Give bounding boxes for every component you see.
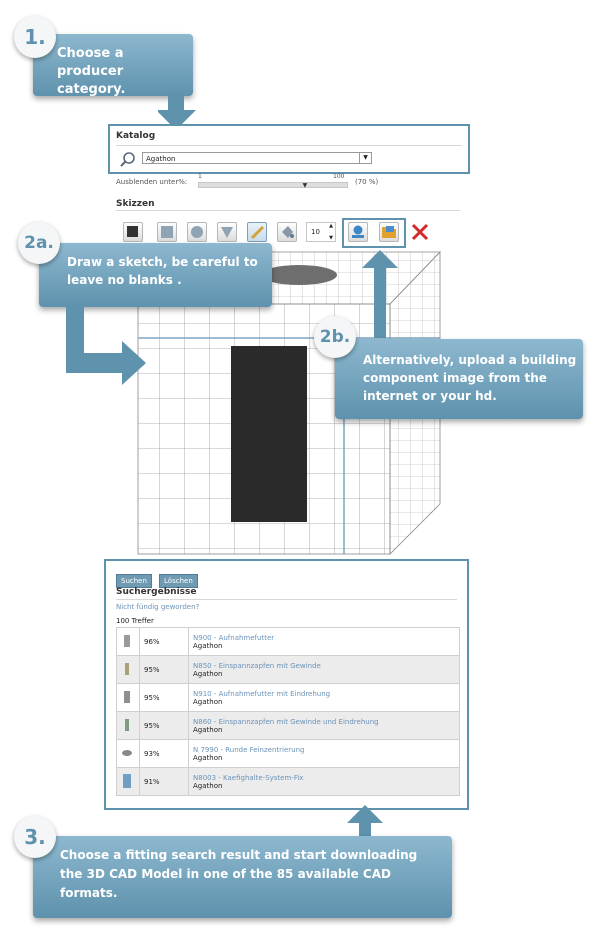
not-found-link[interactable]: Nicht fündig geworden? [116, 603, 200, 611]
sketch-rectangle [231, 346, 307, 522]
result-maker: Agathon [193, 697, 223, 706]
color-picker-icon [127, 226, 138, 237]
table-row[interactable] [117, 628, 460, 656]
match-percent: 95% [140, 656, 189, 684]
part-thumbnail-icon [121, 745, 133, 761]
sketches-label: Skizzen [116, 199, 155, 209]
result-title[interactable]: N 7990 - Runde Feinzentrierung [193, 745, 305, 754]
pencil-tool-button[interactable] [247, 222, 267, 242]
table-row[interactable] [117, 684, 460, 712]
part-thumbnail-icon [121, 661, 133, 677]
webcam-upload-icon [349, 223, 367, 241]
step-2a-arrow [62, 305, 152, 385]
result-maker: Agathon [193, 725, 223, 734]
sketch-ellipse [261, 265, 337, 285]
hide-max: 100 [333, 173, 345, 180]
step-2a-text: Draw a sketch, be careful to leave no blanks . [67, 255, 258, 287]
folder-upload-button[interactable] [379, 222, 399, 242]
results-title: Suchergebnisse [116, 587, 197, 597]
step-3-text: Choose a fitting search result and start downloading the 3D CAD Model in one of the 85 available CAD formats. [60, 848, 418, 900]
step-2b-text: Alternatively, upload a building component image from the internet or your hd. [363, 353, 577, 403]
result-maker: Agathon [193, 669, 223, 678]
catalog-label: Katalog [116, 131, 156, 141]
match-percent: 95% [140, 712, 189, 740]
catalog-panel [108, 124, 470, 174]
match-percent: 95% [140, 684, 189, 712]
step-1-badge: 1. [14, 16, 56, 58]
step-2b-callout [335, 339, 583, 419]
brush-size-value: 10 [311, 228, 320, 236]
result-title[interactable]: N900 - Aufnahmefutter [193, 633, 275, 642]
catalog-select[interactable] [142, 152, 372, 164]
step-2a-badge: 2a. [18, 222, 60, 264]
fill-tool-button[interactable] [277, 222, 297, 242]
search-icon [120, 151, 136, 167]
webcam-upload-button[interactable] [348, 222, 368, 242]
table-row[interactable] [117, 712, 460, 740]
square-tool-button[interactable] [157, 222, 177, 242]
fill-icon [278, 223, 296, 241]
clear-sketch-button[interactable] [410, 222, 430, 242]
hide-slider[interactable] [198, 182, 348, 188]
results-table [116, 627, 460, 796]
result-title[interactable]: N910 - Aufnahmefutter mit Eindrehung [193, 689, 331, 698]
result-title[interactable]: N8003 - Kaefighalte-System-Fix [193, 773, 304, 782]
result-maker: Agathon [193, 753, 223, 762]
part-thumbnail-icon [121, 773, 133, 789]
stepper-up-icon[interactable]: ▲ [329, 223, 333, 229]
folder-upload-icon [380, 223, 398, 241]
pencil-icon [248, 223, 266, 241]
catalog-selected-value: Agathon [146, 155, 176, 163]
brush-size-stepper[interactable] [306, 222, 336, 242]
hide-label: Ausblenden unter%: [116, 178, 188, 186]
hide-value: (70 %) [355, 178, 379, 186]
result-title[interactable]: N850 - Einspannzapfen mit Gewinde [193, 661, 321, 670]
chevron-down-icon[interactable]: ▼ [359, 153, 371, 163]
table-row[interactable] [117, 656, 460, 684]
match-percent: 93% [140, 740, 189, 768]
clear-button[interactable]: Löschen [159, 574, 198, 588]
step-2b-badge: 2b. [314, 316, 356, 358]
step-3-callout [33, 836, 452, 918]
color-tool-button[interactable] [123, 222, 143, 242]
result-maker: Agathon [193, 641, 223, 650]
step-1-text: Choose a producer category. [57, 46, 126, 97]
step-2a-callout [39, 243, 272, 307]
results-panel [104, 559, 469, 810]
circle-tool-icon [191, 226, 203, 238]
match-percent: 91% [140, 768, 189, 796]
part-thumbnail-icon [121, 689, 133, 705]
hits-count: 100 Treffer [116, 617, 154, 625]
step-2b-arrow [360, 250, 400, 340]
search-button[interactable]: Suchen [116, 574, 152, 588]
stepper-down-icon[interactable]: ▼ [329, 235, 333, 241]
step-3-arrow [345, 805, 385, 837]
part-thumbnail-icon [121, 717, 133, 733]
step-3-badge: 3. [14, 816, 56, 858]
match-percent: 96% [140, 628, 189, 656]
part-thumbnail-icon [121, 633, 133, 649]
table-row[interactable] [117, 740, 460, 768]
hide-min: 1 [198, 173, 202, 180]
shape-tool-icon [218, 223, 236, 241]
close-icon [410, 222, 430, 242]
circle-tool-button[interactable] [187, 222, 207, 242]
hide-slider-handle[interactable]: ▼ [302, 182, 308, 189]
step-1-callout [33, 34, 193, 96]
square-tool-icon [161, 226, 173, 238]
shape-tool-button[interactable] [217, 222, 237, 242]
result-maker: Agathon [193, 781, 223, 790]
result-title[interactable]: N860 - Einspannzapfen mit Gewinde und Eindrehung [193, 717, 379, 726]
table-row[interactable] [117, 768, 460, 796]
